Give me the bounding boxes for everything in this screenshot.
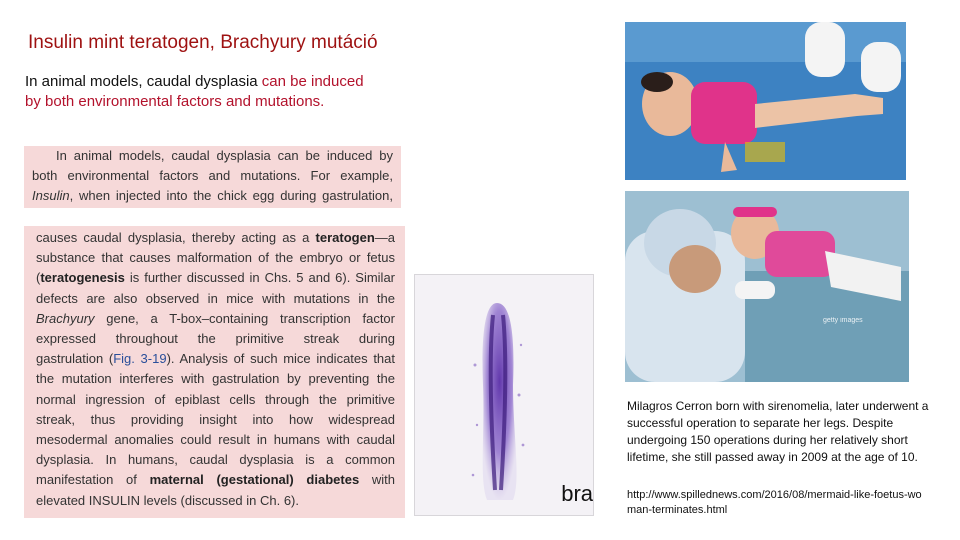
excerpt1-line-3-rest: , when injected into the chick egg during gastrulation,	[69, 188, 393, 204]
intro-text	[25, 72, 365, 112]
excerpt2-line	[36, 268, 395, 288]
excerpt2-line	[36, 470, 395, 490]
excerpt2-line: streak, thus providing insight into how widespread	[36, 411, 395, 427]
excerpt1-line-2: both environmental factors and mutations. For example,	[32, 168, 393, 184]
surgeon-with-child-photo	[625, 191, 909, 382]
excerpt2-text: with	[359, 472, 395, 488]
excerpt2-text: (	[36, 270, 41, 286]
infant-sirenomelia-photo	[625, 22, 906, 180]
excerpt2-text: causes caudal dysplasia, thereby acting as a	[36, 230, 316, 245]
excerpt2-text: ). Analysis of such mice indicates that	[166, 351, 395, 367]
textbook-excerpt-2	[24, 226, 405, 518]
excerpt2-line: defects are also observed in mice with mutations in the	[36, 290, 395, 306]
embryo-stain-graphic	[415, 275, 593, 515]
excerpt1-line-3	[32, 186, 393, 206]
excerpt2-line	[36, 349, 395, 369]
excerpt2-text: is further discussed in Chs. 5 and 6). Similar	[124, 270, 395, 286]
diabetes-term: maternal (gestational) diabetes	[149, 472, 360, 488]
intro-part1: In animal models, caudal dysplasia	[25, 73, 262, 90]
figure-reference-link[interactable]: Fig. 3-19	[113, 351, 167, 367]
surgeon-photo-graphic	[625, 191, 909, 382]
excerpt2-line: substance that causes malformation of the embryo or fetus	[36, 250, 395, 266]
teratogenesis-term: teratogenesis	[40, 270, 125, 286]
brachyury-term: Brachyury	[36, 310, 95, 326]
intro-highlight: can be induced by both environmental factors and mutations.	[25, 73, 364, 110]
embryo-in-situ-image	[414, 274, 594, 516]
excerpt2-line: normal ingression of epiblast cells through the primitive	[36, 391, 395, 407]
excerpt2-text: gastrulation (	[36, 351, 114, 367]
excerpt2-text: gene, a T-box–containing transcription factor	[94, 310, 395, 326]
teratogen-term: teratogen	[315, 230, 375, 245]
excerpt2-text: manifestation of	[36, 472, 150, 488]
excerpt2-line: elevated INSULIN levels (discussed in Ch. 6).	[36, 492, 300, 508]
excerpt2-line: dysplasia. In humans, caudal dysplasia is a common	[36, 452, 395, 468]
excerpt2-line: mesodermal anomalies could result in humans with caudal	[36, 432, 395, 448]
gene-label: bra	[561, 481, 593, 506]
excerpt2-line: the mutation interferes with gastrulation by preventing the	[36, 371, 395, 387]
slide-title: Insulin mint teratogen, Brachyury mutáció	[28, 32, 378, 53]
excerpt2-text: —a	[374, 230, 395, 245]
source-url[interactable]: http://www.spillednews.com/2016/08/mermaid-like-foetus-woman-terminates.html	[627, 489, 922, 516]
excerpt2-line	[36, 228, 395, 248]
photo-caption: Milagros Cerron born with sirenomelia, later underwent a successful operation to separate her legs. Despite undergoing 150 operations during her relatively short lifetime, she still passed away in 2009 at the age of 10.	[627, 399, 929, 464]
excerpt1-line-1: In animal models, caudal dysplasia can be induced by	[56, 148, 393, 163]
excerpt2-line	[36, 309, 395, 329]
excerpt2-line: expressed throughout the primitive streak during	[36, 331, 395, 347]
infant-photo-graphic	[625, 22, 906, 180]
getty-watermark: getty images	[823, 317, 863, 324]
textbook-excerpt-1	[24, 146, 401, 208]
insulin-term: Insulin	[32, 188, 70, 204]
